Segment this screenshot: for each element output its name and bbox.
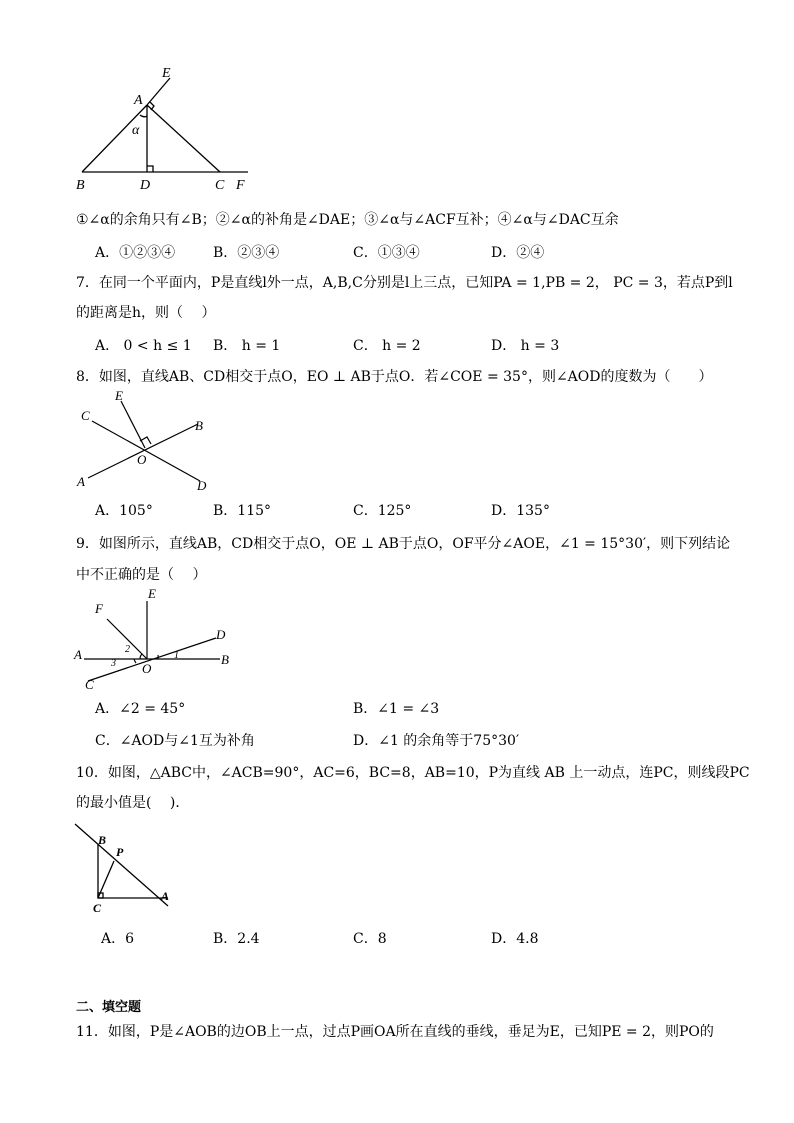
q7-option-d[interactable]: D． h = 3 — [491, 338, 560, 354]
q9-option-d[interactable]: D．∠1 的余角等于75°30′ — [353, 733, 520, 749]
q6-option-b[interactable]: B．②③④ — [213, 245, 280, 261]
q9-option-c[interactable]: C．∠AOD与∠1互为补角 — [95, 733, 255, 749]
q9-label-b: B — [221, 652, 229, 667]
q10-option-b[interactable]: B．2.4 — [213, 931, 260, 947]
q9-label-o: O — [142, 661, 152, 676]
q8-option-d[interactable]: D．135° — [491, 503, 550, 519]
q6-option-d[interactable]: D．②④ — [491, 245, 545, 261]
q10-label-p: P — [116, 845, 124, 859]
q9-label-angle3: 3 — [111, 658, 116, 669]
q6-label-b: B — [76, 178, 85, 193]
q6-label-c: C — [215, 178, 225, 193]
q7-text-line1: 7．在同一个平面内，P是直线l外一点，A,B,C分别是l上三点，已知PA = 1,PB = 2， PC = 3，若点P到l — [76, 275, 733, 291]
q9-label-a: A — [74, 647, 82, 662]
q10-option-c[interactable]: C．8 — [353, 931, 387, 947]
q8-label-a: A — [77, 474, 85, 489]
q10-label-b: B — [98, 833, 107, 847]
q10-text-line2: 的最小值是( )． — [76, 795, 190, 811]
q9-label-e: E — [148, 586, 156, 601]
q6-option-c[interactable]: C．①③④ — [353, 245, 420, 261]
q8-label-o: O — [137, 452, 147, 467]
q7-option-a[interactable]: A． 0 < h ≤ 1 — [95, 338, 192, 354]
q10-text-line1: 10．如图，△ABC中，∠ACB=90°，AC=6，BC=8，AB=10，P为直线 AB 上一动点，连PC，则线段PC — [76, 765, 750, 781]
q10-option-a[interactable]: A．6 — [101, 931, 135, 947]
q9-option-b[interactable]: B．∠1 = ∠3 — [353, 701, 440, 717]
q7-text-line2: 的距离是h，则（ ） — [76, 305, 216, 321]
q11-text-line1: 11．如图，P是∠AOB的边OB上一点，过点P画OA所在直线的垂线，垂足为E，已知PE = 2，则PO的 — [76, 1024, 714, 1040]
q7-option-c[interactable]: C． h = 2 — [353, 338, 421, 354]
q6-label-a: A — [134, 93, 143, 108]
q9-label-c: C — [85, 677, 94, 692]
q8-label-b: B — [195, 418, 203, 433]
q10-label-a: A — [161, 889, 170, 903]
q10-option-d[interactable]: D．4.8 — [491, 931, 539, 947]
q6-statement: ①∠α的余角只有∠B；②∠α的补角是∠DAE；③∠α与∠ACF互补；④∠α与∠DAC互余 — [76, 212, 619, 228]
q8-label-e: E — [115, 388, 123, 403]
q8-option-c[interactable]: C．125° — [353, 503, 412, 519]
q6-label-e: E — [162, 66, 171, 81]
q9-text-line2: 中不正确的是（ ） — [76, 567, 207, 583]
q6-label-f: F — [236, 178, 245, 193]
q7-option-b[interactable]: B． h = 1 — [213, 338, 281, 354]
q9-label-angle2: 2 — [125, 644, 130, 655]
section-title-fill-in: 二、填空题 — [76, 1000, 142, 1015]
q8-label-d: D — [197, 478, 207, 493]
q8-figure — [70, 386, 220, 496]
q8-text: 8．如图，直线AB、CD相交于点O，EO ⊥ AB于点O．若∠COE = 35°，则∠AOD的度数为（ ） — [76, 369, 713, 385]
q9-option-a[interactable]: A．∠2 = 45° — [95, 701, 186, 717]
q8-option-a[interactable]: A．105° — [95, 503, 153, 519]
q9-text-line1: 9．如图所示，直线AB，CD相交于点O，OE ⊥ AB于点O，OF平分∠AOE，∠1 = 15°30′，则下列结论 — [76, 536, 731, 552]
q8-label-c: C — [81, 408, 90, 423]
q6-option-a[interactable]: A．①②③④ — [95, 245, 176, 261]
q6-label-alpha: α — [132, 123, 140, 138]
q6-figure — [70, 60, 260, 195]
q9-figure — [70, 583, 240, 693]
q9-label-d: D — [216, 627, 226, 642]
q9-label-f: F — [95, 601, 103, 616]
q6-label-d: D — [140, 178, 151, 193]
q9-label-angle1: 1 — [174, 650, 179, 661]
q8-option-b[interactable]: B．115° — [213, 503, 272, 519]
q10-label-c: C — [93, 901, 102, 915]
q10-figure — [70, 820, 190, 915]
